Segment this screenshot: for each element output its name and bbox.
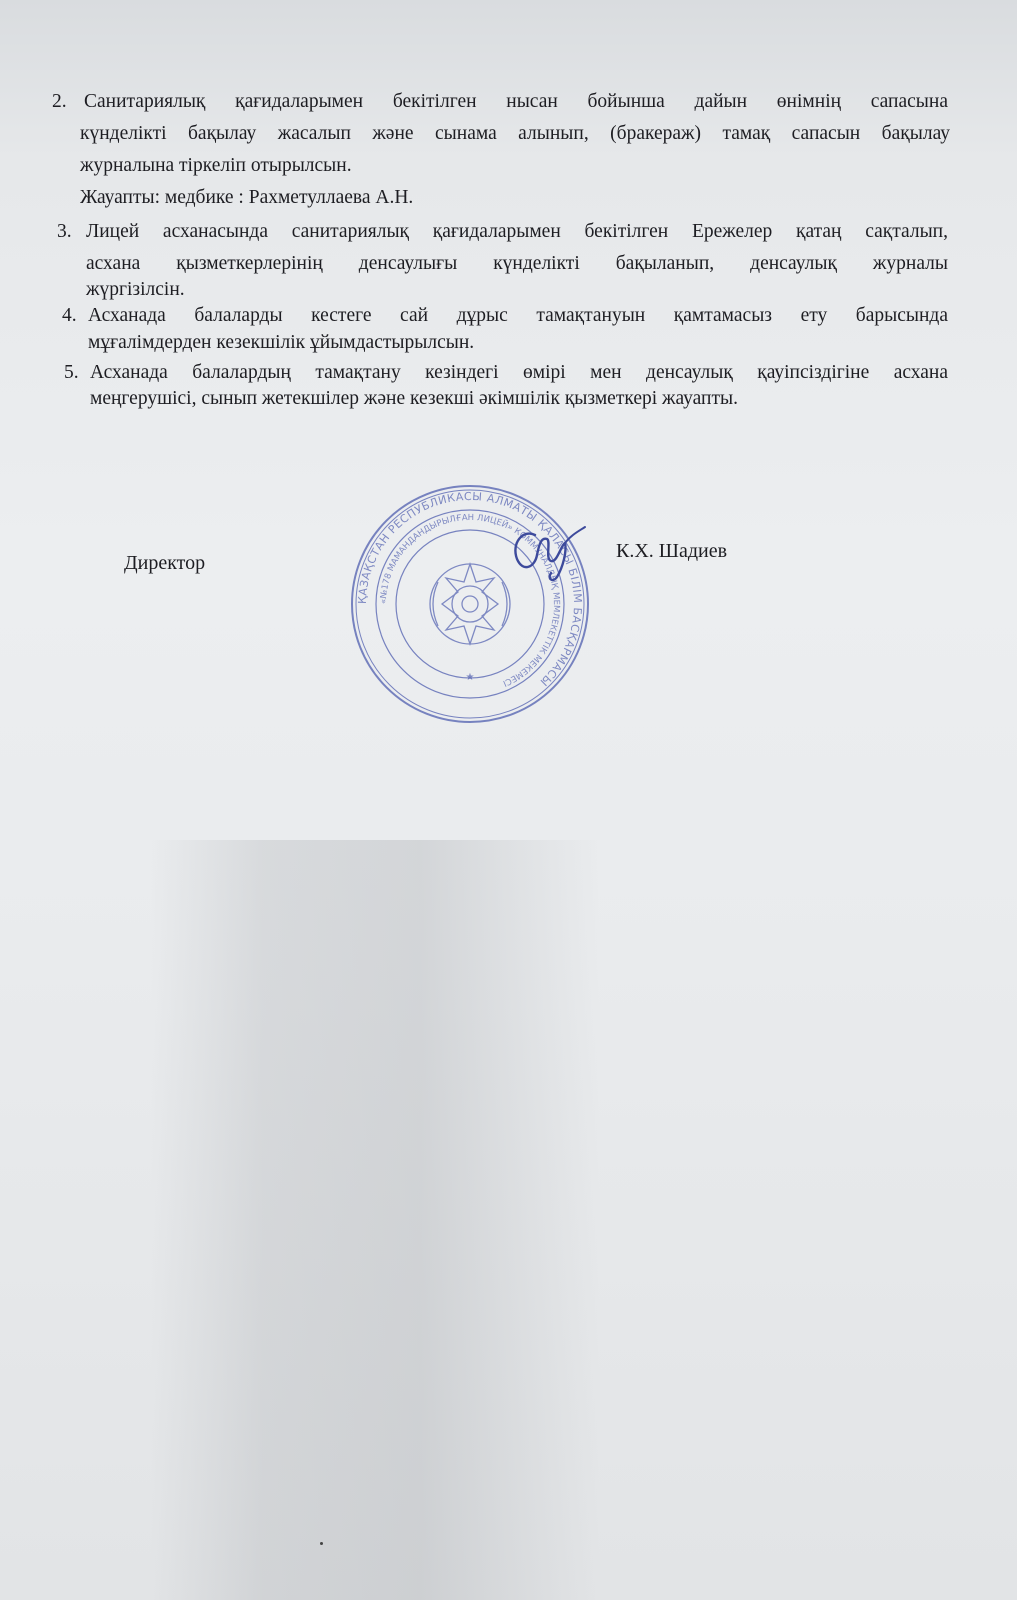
shadow-overlay xyxy=(150,840,600,1600)
item-line: жүргізілсін. xyxy=(86,279,185,300)
emblem-icon xyxy=(430,564,510,644)
item-line: Санитариялық қағидаларымен бекітілген нысан бойынша дайын өнімнің сапасына xyxy=(84,91,948,112)
item-number: 4. xyxy=(62,305,77,326)
item-line: Асханада балаларды кестеге сай дұрыс тамақтануын қамтамасыз ету барысында xyxy=(88,305,948,326)
item-number: 2. xyxy=(52,91,67,112)
item-line: күнделікті бақылау жасалып және сынама алынып, (бракераж) тамақ сапасын бақылау xyxy=(80,123,950,144)
speck xyxy=(320,1542,323,1545)
item-line: мұғалімдерден кезекшілік ұйымдастырылсын. xyxy=(88,332,475,353)
item-line: Асханада балалардың тамақтану кезіндегі өмірі мен денсаулық қауіпсіздігіне асхана xyxy=(90,362,948,383)
item-line: асхана қызметкерлерінің денсаулығы күнделікті бақыланып, денсаулық журналы xyxy=(86,253,948,274)
item-line: журналына тіркеліп отырылсын. xyxy=(80,155,352,176)
director-title: Директор xyxy=(124,552,206,574)
item-number: 5. xyxy=(64,362,79,383)
item-number: 3. xyxy=(57,221,72,242)
responsible-line: Жауапты: медбике : Рахметуллаева А.Н. xyxy=(80,187,414,208)
item-line: Лицей асханасында санитариялық қағидаларымен бекітілген Ережелер қатаң сақталып, xyxy=(86,221,948,242)
svg-text:★: ★ xyxy=(465,672,475,683)
stamp-outer-text: ҚАЗАҚСТАН РЕСПУБЛИКАСЫ АЛМАТЫ ҚАЛАСЫ БІЛІМ БАСҚАРМАСЫ xyxy=(355,489,585,689)
director-name: К.Х. Шадиев xyxy=(616,540,728,562)
item-line: меңгерушісі, сынып жетекшілер және кезекші әкімшілік қызметкері жауапты. xyxy=(90,388,738,409)
handwritten-signature xyxy=(505,515,595,585)
stamp-inner-text: «№178 МАМАНДАНДЫРЫЛҒАН ЛИЦЕЙ» КОММУНАЛДЫҚ МЕМЛЕКЕТТІК МЕКЕМЕСІ xyxy=(378,512,562,688)
